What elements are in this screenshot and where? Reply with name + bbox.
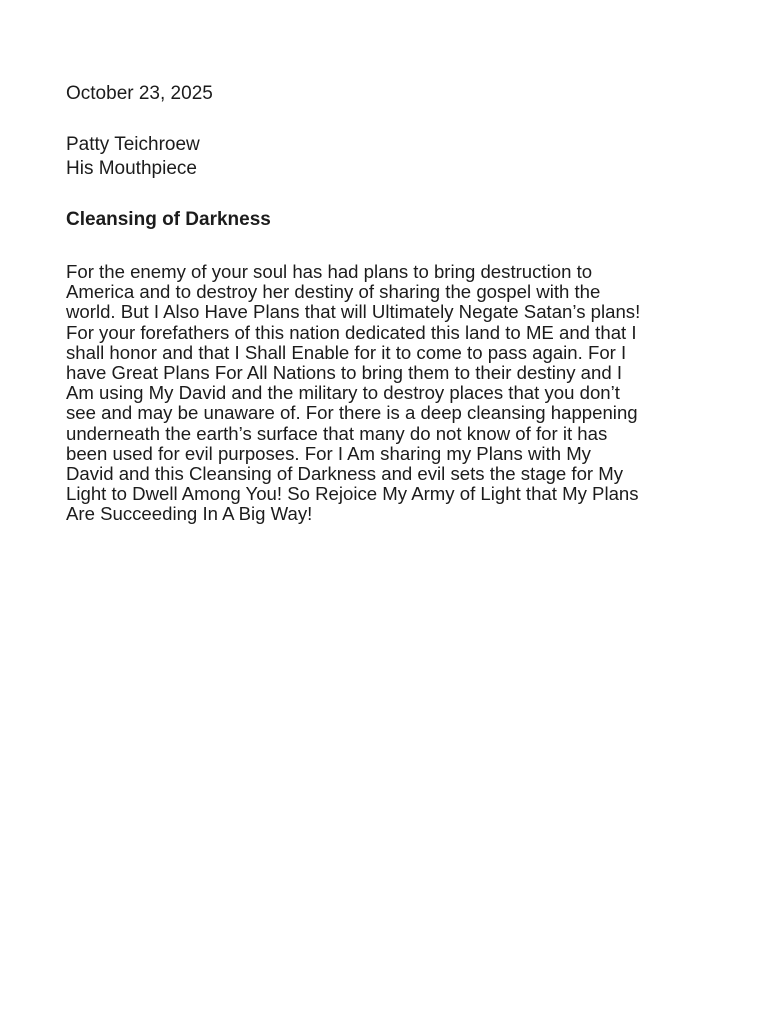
body-line: underneath the earth’s surface that many do not know of for it has [66,422,608,444]
author-role: His Mouthpiece [66,158,197,179]
body-line: world. But I Also Have Plans that will Ultimately Negate Satan’s plans! [66,301,641,323]
body-line: America and to destroy her destiny of sharing the gospel with the [66,281,601,303]
document-date: October 23, 2025 [66,83,213,104]
author-name: Patty Teichroew [66,134,200,155]
body-line: been used for evil purposes. For I Am sharing my Plans with My [66,442,591,464]
author-block [66,133,200,181]
body-line: have Great Plans For All Nations to bring them to their destiny and I [66,362,623,384]
body-line: For the enemy of your soul has had plans to bring destruction to [66,261,593,282]
body-line: shall honor and that I Shall Enable for it to come to pass again. For I [66,341,627,363]
document-body [66,262,746,525]
body-line: Light to Dwell Among You! So Rejoice My Army of Light that My Plans [66,483,639,505]
body-line: David and this Cleansing of Darkness and evil sets the stage for My [66,463,624,485]
document-title: Cleansing of Darkness [66,209,271,230]
body-line: Am using My David and the military to destroy places that you don’t [66,382,620,404]
body-line: see and may be unaware of. For there is a deep cleansing happening [66,402,638,424]
body-line: Are Succeeding In A Big Way! [66,503,313,525]
body-line: For your forefathers of this nation dedicated this land to ME and that I [66,321,637,343]
